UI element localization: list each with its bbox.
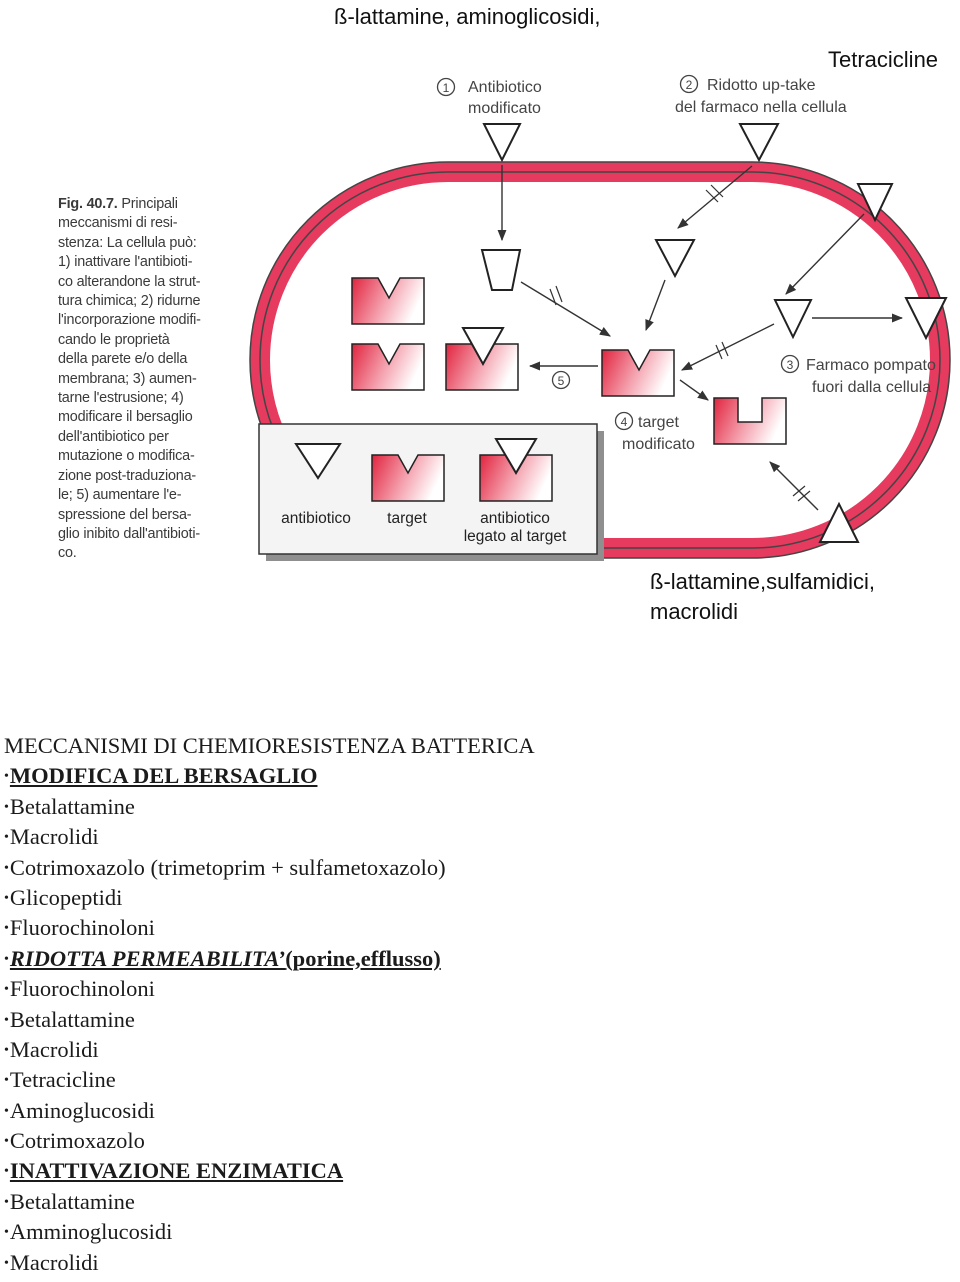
- figure-caption-line: modificare il bersaglio: [58, 409, 193, 426]
- figure-caption-line: co.: [58, 545, 77, 562]
- figure-caption-line: cando le proprietà: [58, 331, 170, 348]
- antibiotic-triangle-outside-1: [484, 124, 520, 160]
- list-item: •Betalattamine: [4, 1188, 135, 1214]
- svg-text:modificato: modificato: [622, 436, 695, 453]
- modified-target: [714, 398, 786, 444]
- legend-box: [259, 424, 604, 561]
- list-item: •Cotrimoxazolo (trimetoprim + sulfametoxazolo): [4, 854, 446, 880]
- mechanism-2: [646, 76, 847, 331]
- caption-top-right: Tetracicline: [828, 47, 939, 72]
- list-item: •Tetracicline: [4, 1067, 116, 1093]
- list-item: •Betalattamine: [4, 793, 135, 819]
- figure-caption-line: zione post-traduziona-: [58, 467, 196, 484]
- figure-caption-line: tarne l'estrusione; 4): [58, 390, 184, 407]
- list-item: •Macrolidi: [4, 1036, 99, 1062]
- resistance-text: [4, 731, 944, 1278]
- svg-text:4: 4: [620, 415, 628, 429]
- figure-caption-line: membrana; 3) aumen-: [58, 370, 197, 387]
- overexpressed-target-1: [352, 278, 424, 324]
- svg-text:3: 3: [786, 358, 794, 372]
- caption-top-left: ß-lattamine, aminoglicosidi,: [334, 4, 601, 29]
- figure-caption-line: mutazione o modifica-: [58, 448, 195, 465]
- figure-caption-line: Fig. 40.7. Principali: [58, 196, 178, 212]
- mechanism-5: [352, 278, 598, 390]
- section-heading: •INATTIVAZIONE ENZIMATICA: [4, 1158, 344, 1184]
- figure-caption-line: glio inibito dall'antibioti-: [58, 525, 200, 542]
- svg-text:modificato: modificato: [468, 100, 541, 117]
- list-item: •Glicopeptidi: [4, 884, 123, 910]
- legend-label-antibiotico: antibiotico: [281, 510, 351, 527]
- list-item: •Betalattamine: [4, 1006, 135, 1032]
- figure-caption-line: co alterandone la strut-: [58, 273, 201, 290]
- svg-text:Antibiotico: Antibiotico: [468, 79, 542, 96]
- figure-caption-line: dell'antibiotico per: [58, 428, 169, 445]
- figure-caption-line: 1) inattivare l'antibioti-: [58, 254, 193, 271]
- svg-text:fuori dalla cellula: fuori dalla cellula: [812, 379, 932, 396]
- antibiotic-triangle-outside-2: [740, 124, 778, 160]
- svg-text:Farmaco pompato: Farmaco pompato: [806, 357, 936, 374]
- figure-caption-line: tura chimica; 2) ridurne: [58, 293, 201, 310]
- figure-caption-label: Fig. 40.7.: [58, 196, 118, 212]
- figure-caption-line: della parete e/o della: [58, 351, 188, 368]
- central-target: [602, 350, 674, 396]
- document-title: MECCANISMI DI CHEMIORESISTENZA BATTERICA: [4, 733, 535, 758]
- list-item: •Macrolidi: [4, 824, 99, 850]
- mechanism-1: [438, 79, 611, 337]
- figure-caption-line: meccanismi di resi-: [58, 215, 178, 232]
- list-item: •Fluorochinoloni: [4, 915, 155, 941]
- svg-text:2: 2: [685, 78, 693, 92]
- svg-text:target: target: [638, 414, 679, 431]
- svg-text:Ridotto up-take: Ridotto up-take: [707, 77, 816, 94]
- legend-label-target: target: [387, 510, 427, 527]
- list-item: •Amminoglucosidi: [4, 1219, 173, 1245]
- overexpressed-target-bound: [446, 328, 518, 390]
- legend-label-bound-1: antibiotico: [480, 510, 550, 527]
- section-heading: •MODIFICA DEL BERSAGLIO: [4, 763, 318, 789]
- antibiotic-triangle-inside: [656, 240, 694, 276]
- figure-caption: [58, 195, 228, 564]
- list-item: •Macrolidi: [4, 1249, 99, 1275]
- modified-antibiotic-trapezoid: [482, 250, 520, 290]
- figure-caption-line: stenza: La cellula può:: [58, 234, 197, 251]
- caption-bottom-right-line-2: macrolidi: [650, 599, 739, 624]
- section-heading: •RIDOTTA PERMEABILITA’(porine,efflusso): [4, 945, 441, 971]
- svg-text:5: 5: [557, 374, 565, 388]
- mechanism-4: [616, 380, 859, 542]
- overexpressed-target-2: [352, 344, 424, 390]
- figure-caption-line: spressione del bersa-: [58, 506, 192, 523]
- legend-label-bound-2: legato al target: [463, 528, 567, 545]
- antibiotic-triangle-pump: [775, 300, 811, 337]
- figure-caption-line: l'incorporazione modifi-: [58, 312, 201, 329]
- list-item: •Cotrimoxazolo: [4, 1128, 145, 1154]
- figure-caption-line: le; 5) aumentare l'e-: [58, 487, 182, 504]
- mechanism-3: [682, 184, 946, 396]
- svg-text:1: 1: [442, 81, 450, 95]
- list-item: •Fluorochinoloni: [4, 976, 155, 1002]
- list-item: •Aminoglucosidi: [4, 1097, 155, 1123]
- caption-bottom-right-line-1: ß-lattamine,sulfamidici,: [650, 569, 875, 594]
- svg-text:del farmaco nella cellula: del farmaco nella cellula: [675, 99, 847, 116]
